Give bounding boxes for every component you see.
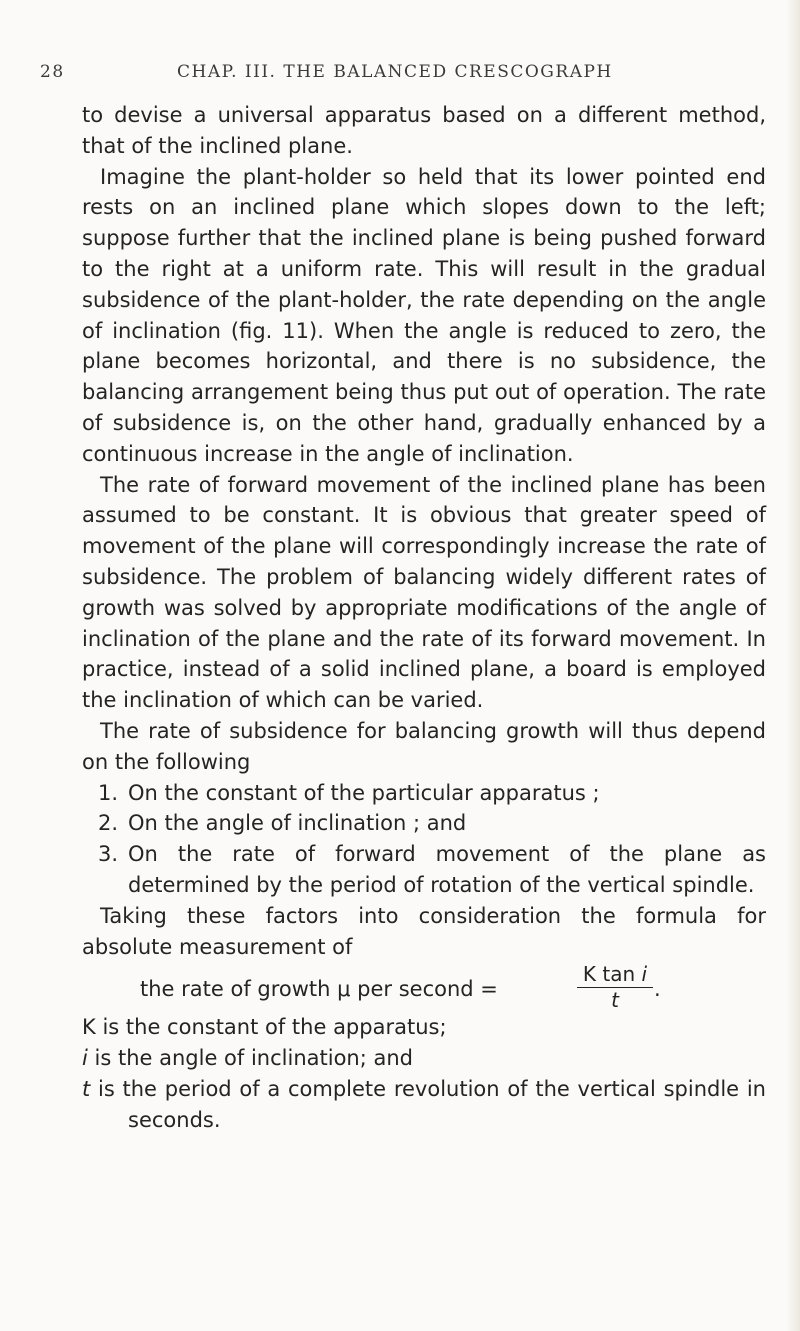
list-item: [82, 808, 766, 839]
list-item-text: On the rate of forward movement of the plane as determined by the period of rotation of the vertical spindle.: [128, 842, 766, 897]
definition-t: [82, 1074, 766, 1136]
list-item-number: 2.: [98, 811, 119, 836]
definition-symbol: K: [82, 1015, 96, 1040]
list-item-text: On the angle of inclination ; and: [128, 811, 467, 836]
formula-numerator: [577, 962, 653, 988]
numerator-i: i: [641, 962, 648, 987]
numerator-k-tan: K tan: [582, 962, 636, 987]
page-header: [40, 62, 760, 92]
paragraph-3: The rate of forward movement of the inclined plane has been assumed to be constant. It is obvious that greater speed of movement of the plane will correspondingly increase the rate of subsidence. The problem of balancing widely different rates of growth was solved by appropriate modifications of the angle of inclination of the plane and the rate of its forward movement. In practice, instead of a solid inclined plane, a board is employed the inclination of which can be varied.: [82, 472, 766, 713]
list-item-number: 3.: [98, 842, 119, 867]
definition-text: is the constant of the apparatus;: [95, 1015, 447, 1040]
paragraph-2: Imagine the plant-holder so held that its lower pointed end rests on an inclined plane which slopes down to the left; suppose further that the inclined plane is being pushed forward to the right at a uniform rate. This will result in the gradual subsidence of the plant-holder, the rate depending on the angle of inclination (fig. 11). When the angle is reduced to zero, the plane becomes horizontal, and there is no subsidence, the balancing arrangement being thus put out of operation. The rate of subsidence is, on the other hand, gradually enhanced by a continuous increase in the angle of inclination.: [82, 164, 766, 466]
paragraph-4: The rate of subsidence for balancing growth will thus depend on the following: [82, 718, 766, 774]
list-item-text: On the constant of the particular apparatus ;: [128, 780, 600, 805]
paragraph-1: to devise a universal apparatus based on a different method, that of the inclined plane.: [82, 103, 766, 158]
page-edge-shadow: [786, 0, 800, 1331]
formula-lhs: the rate of growth μ per second =: [140, 977, 498, 1002]
body-text: [82, 100, 766, 1136]
formula-fraction: [577, 962, 653, 1012]
list-item-number: 1.: [98, 780, 119, 805]
formula-end: .: [654, 977, 661, 1002]
definition-text: is the angle of inclination; and: [87, 1046, 413, 1071]
definition-symbol: i: [82, 1046, 88, 1071]
definition-symbol: t: [82, 1076, 91, 1101]
definition-k: [82, 1012, 766, 1043]
page-number: 28: [40, 62, 65, 82]
paragraph-5: Taking these factors into consideration the formula for absolute measurement of: [82, 903, 766, 959]
list-item: [82, 778, 766, 809]
definition-text: is the period of a complete revolution of the vertical spindle in seconds.: [90, 1076, 766, 1132]
formula-denominator: t: [611, 988, 619, 1013]
definition-i: [82, 1043, 766, 1074]
factor-list: [82, 778, 766, 901]
growth-rate-formula: [82, 964, 766, 1012]
list-item: [82, 839, 766, 901]
running-head: CHAP. III. THE BALANCED CRESCOGRAPH: [177, 62, 613, 82]
